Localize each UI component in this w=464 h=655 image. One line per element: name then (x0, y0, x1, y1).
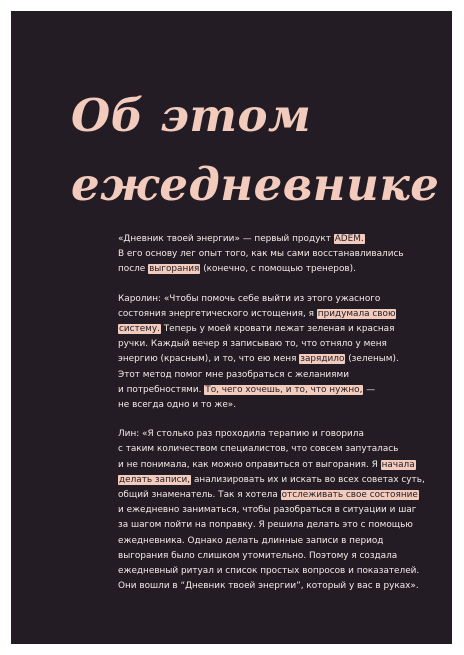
text-span: и потребностями. (118, 384, 205, 395)
highlight-want-need: То, чего хочешь, и то, что нужно, (205, 384, 363, 395)
text-line: Они вошли в “Дневник твоей энергии”, который у вас в руках». (118, 581, 419, 592)
text-line (118, 307, 438, 322)
text-line: выгорания было слишком утомительно. Поэтому я создала (118, 550, 398, 561)
highlight-started: начала (381, 459, 415, 470)
text-line: не всегда одно и то же». (118, 400, 237, 411)
text-line: с таким количеством специалистов, что совсем запуталась (118, 444, 399, 455)
paragraph-lin (118, 427, 438, 594)
title-line-2: ежедневнике (71, 158, 440, 211)
highlight-track-state: отслеживать свое состояние (281, 490, 418, 501)
text-span: и не понимала, как можно оправиться от выгорания. Я (118, 459, 381, 470)
text-span: после (118, 264, 149, 275)
text-line (118, 262, 438, 277)
text-line: ежедневника. Однако делать длинные записи в период (118, 535, 384, 546)
text-line: ежедневный ритуал и список простых вопросов и показателей. (118, 566, 420, 577)
text-line (118, 232, 438, 247)
text-line (118, 383, 438, 398)
page-title (71, 81, 439, 219)
text-line (118, 352, 438, 367)
highlight-invented: придумала свою (317, 308, 396, 319)
text-line: ручки. Каждый вечер я записываю то, что отняло у меня (118, 339, 387, 350)
title-line-1: Об этом (71, 89, 312, 142)
text-line: Лин: «Я столько раз проходила терапию и говорила (118, 429, 364, 440)
text-span: «Дневник твоей энергии» — первый продукт (118, 234, 334, 244)
text-line: Каролин: «Чтобы помочь себе выйти из этого ужасного (118, 293, 381, 304)
highlight-charged: зарядило (300, 354, 345, 365)
text-span: (конечно, с помощью тренеров). (200, 264, 356, 275)
text-line (118, 488, 438, 503)
highlight-notes: делать записи, (119, 474, 191, 485)
text-span: — (363, 384, 376, 395)
body-text (118, 232, 438, 608)
text-span: состояния энергетического истощения, я (118, 308, 317, 319)
text-line (118, 473, 438, 488)
text-span: энергию (красным), и то, что ею меня (118, 354, 300, 365)
text-line: за шагом пойти на поправку. Я решила делать это с помощью (118, 520, 413, 531)
text-line (118, 322, 438, 337)
highlight-adem: ADEM. (334, 234, 364, 244)
text-line: и ежедневно заниматься, чтобы разобраться в ситуации и шаг (118, 505, 417, 516)
highlight-burnout: выгорания (149, 264, 200, 275)
paragraph-karolin (118, 292, 438, 414)
text-line: В его основу лег опыт того, как мы сами восстанавливались (118, 249, 404, 260)
highlight-system: систему. (119, 324, 160, 335)
text-span: общий знаменатель. Так я хотела (118, 490, 281, 501)
page (11, 11, 452, 644)
text-line (118, 458, 438, 473)
text-span: Теперь у моей кровати лежат зеленая и красная (160, 324, 395, 335)
text-line: Этот метод помог мне разобраться с желаниями (118, 369, 349, 380)
paragraph-intro (118, 232, 438, 278)
text-span: анализировать их и искать во всех советах суть, (191, 474, 425, 485)
text-span: (зеленым). (345, 354, 399, 365)
